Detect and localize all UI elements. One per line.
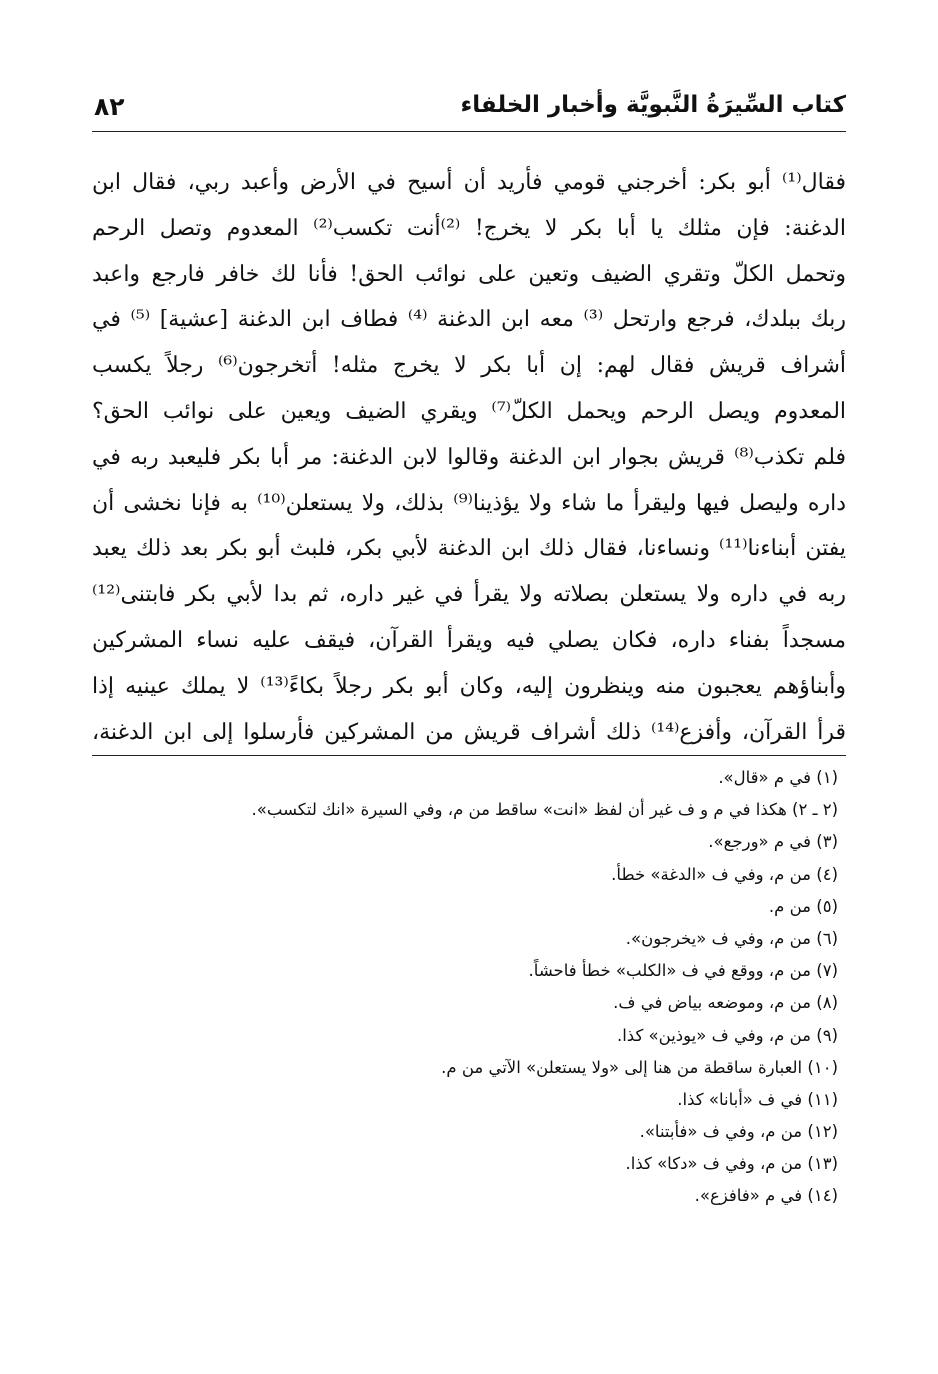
header-rule [92,131,846,132]
footnote: (٣) في م «ورجع». [708,832,838,852]
footnote-rule [92,755,846,756]
body-line: وتحمل الكلّ وتقري الضيف وتعين على نوائب الحق! فأنا لك خافر فارجع واعبد [92,261,846,287]
body-line: داره وليصل فيها وليقرأ ما شاء ولا يؤذينا⁽⁹⁾ بذلك، ولا يستعلن⁽¹⁰⁾ به فإنا نخشى أن [92,490,846,516]
body-text [92,160,846,755]
footnote: (١٤) في م «فافزع». [694,1186,838,1206]
page-number: ٨٢ [94,92,125,121]
body-line: وأبناؤهم يعجبون منه وينظرون إليه، وكان أبو بكر رجلاً بكاءً⁽¹³⁾ لا يملك عينيه إذا [92,673,846,699]
footnote: (٢ ـ ٢) هكذا في م و ف غير أن لفظ «انت» ساقط من م، وفي السيرة «انك لتكسب». [251,800,838,820]
body-line: ربك ببلدك، فرجع وارتحل ⁽³⁾ معه ابن الدغنة ⁽⁴⁾ فطاف ابن الدغنة [عشية] ⁽⁵⁾ في [92,307,846,333]
body-line: المعدوم ويصل الرحم ويحمل الكلّ⁽⁷⁾ ويقري الضيف ويعين على نوائب الحق؟ [92,398,847,424]
footnote: (٥) من م. [768,896,838,916]
footnote: (٦) من م، وفي ف «يخرجون». [625,928,838,948]
page-header [92,92,846,128]
footnotes [92,762,838,1213]
running-title: كتاب السِّيرَةُ النَّبويَّة وأخبار الخلفاء [460,92,846,118]
body-line: الدغنة: فإن مثلك يا أبا بكر لا يخرج! ⁽²⁾أنت تكسب⁽²⁾ المعدوم وتصل الرحم [92,215,846,241]
footnote: (١١) في ف «أبانا» كذا. [677,1089,838,1109]
footnote: (٧) من م، ووقع في ف «الكلب» خطأ فاحشاً. [528,961,838,981]
body-line: يفتن أبناءنا⁽¹¹⁾ ونساءنا، فقال ذلك ابن الدغنة لأبي بكر، فلبث أبو بكر بعد ذلك يعبد [92,536,846,562]
footnote: (١٠) العبارة ساقطة من هنا إلى «ولا يستعلن» الآتي من م. [441,1057,838,1077]
footnote: (٤) من م، وفي ف «الدغة» خطأ. [611,864,838,884]
body-line: مسجداً بفناء داره، فكان يصلي فيه ويقرأ القرآن، فيقف عليه نساء المشركين [92,627,846,653]
footnote: (١٣) من م، وفي ف «دكا» كذا. [625,1154,838,1174]
body-line: أشراف قريش فقال لهم: إن أبا بكر لا يخرج مثله! أتخرجون⁽⁶⁾ رجلاً يكسب [92,353,846,379]
body-line: فلم تكذب⁽⁸⁾ قريش بجوار ابن الدغنة وقالوا لابن الدغنة: مر أبا بكر فليعبد ربه في [92,444,846,470]
footnote: (١٢) من م، وفي ف «فأبتنا». [639,1122,838,1142]
footnote: (٨) من م، وموضعه بياض في ف. [613,993,838,1013]
body-line: ربه في داره ولا يستعلن بصلاته ولا يقرأ في غير داره، ثم بدا لأبي بكر فابتنى⁽¹²⁾ [92,582,846,608]
footnote: (١) في م «قال». [718,768,838,787]
body-line: فقال⁽¹⁾ أبو بكر: أخرجني قومي فأريد أن أسيح في الأرض وأعبد ربي، فقال ابن [92,170,846,195]
body-line: قرأ القرآن، وأفزع⁽¹⁴⁾ ذلك أشراف قريش من المشركين فأرسلوا إلى ابن الدغنة، [92,719,846,745]
footnote: (٩) من م، وفي ف «يوذين» كذا. [616,1025,838,1045]
